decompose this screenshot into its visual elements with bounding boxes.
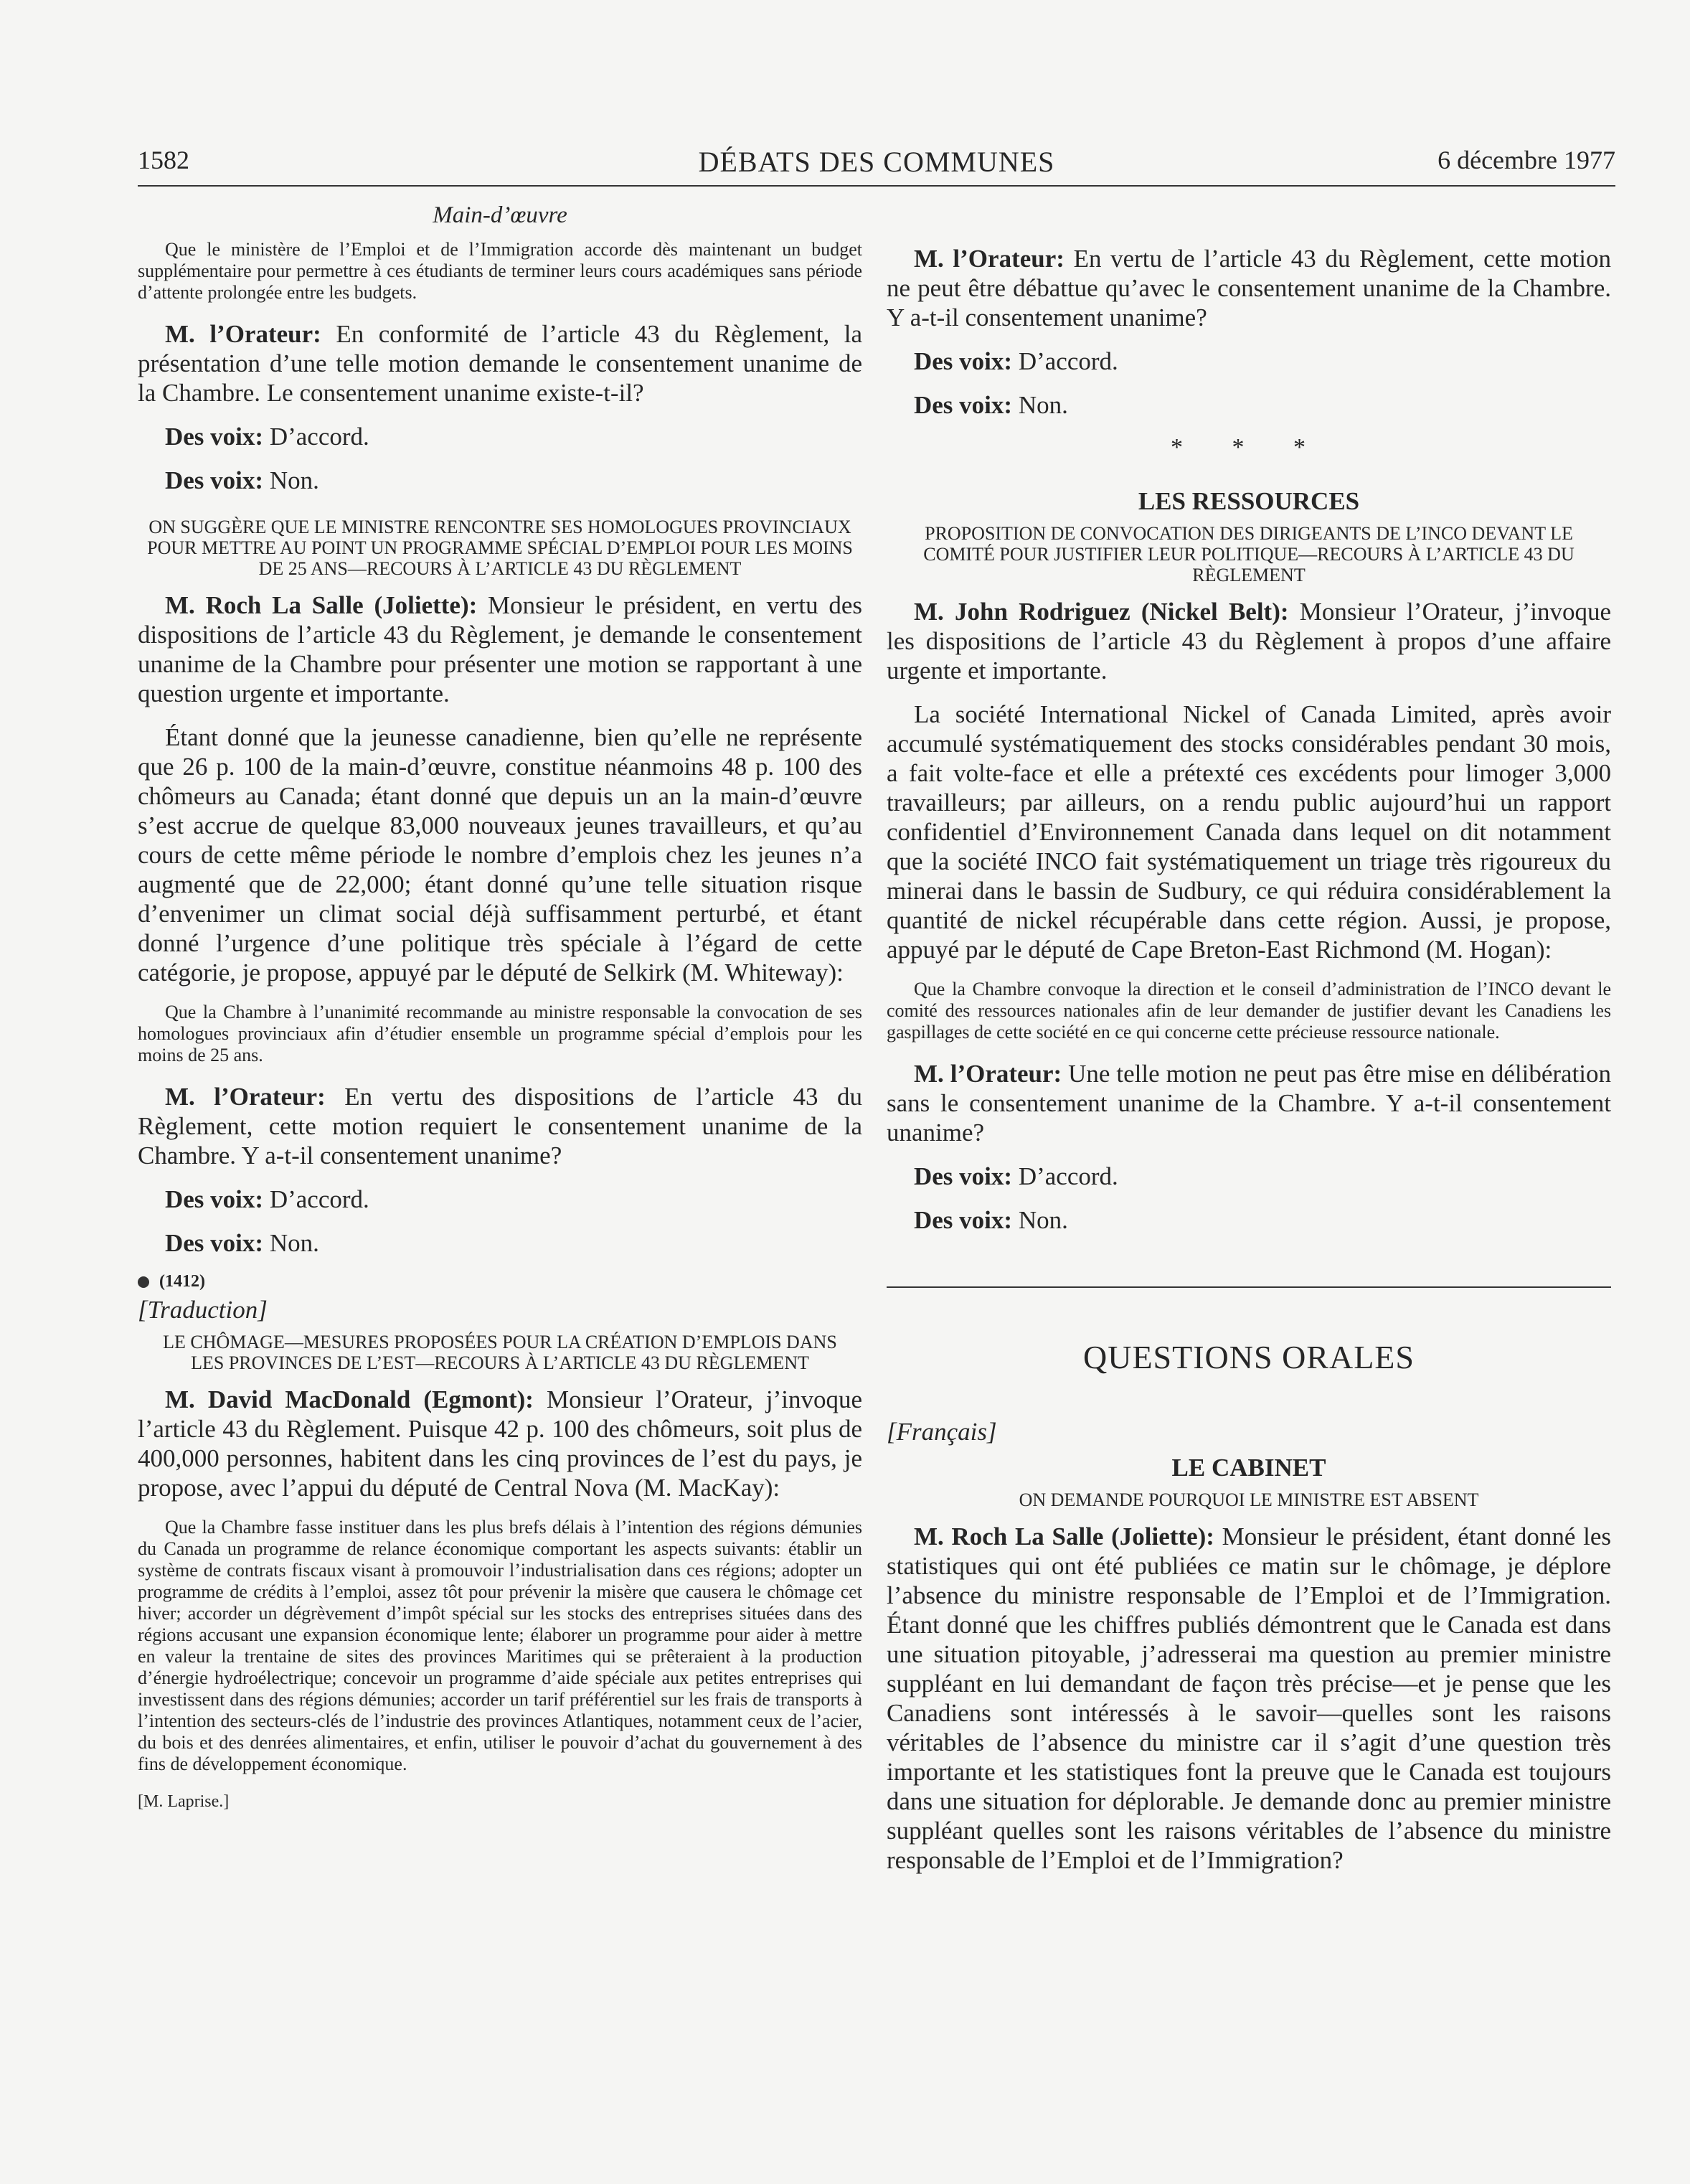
speaker-name: M. John Rodriguez (Nickel Belt): [914, 598, 1289, 626]
left-column [138, 202, 862, 1812]
speech-text: D’accord. [263, 423, 369, 451]
motion-quote: Que le ministère de l’Emploi et de l’Immigration accorde dès maintenant un budget supplémentaire pour permettre à ces étudiants de terminer leurs cours académiques sans période d’attente prolongée entre les budgets. [138, 239, 862, 303]
subject-heading: ON DEMANDE POURQUOI LE MINISTRE EST ABSENT [1019, 1489, 1479, 1510]
publication-title: DÉBATS DES COMMUNES [698, 146, 1055, 178]
paragraph [887, 597, 1611, 685]
speech-text: D’accord. [263, 1185, 369, 1213]
speaker-name: Des voix: [165, 466, 264, 494]
speaker-name: M. Roch La Salle (Joliette): [165, 591, 478, 619]
voice-line [914, 1162, 1611, 1191]
right-column [887, 202, 1611, 1889]
speaker-name: M. l’Orateur: [914, 245, 1064, 273]
speaker-name: Des voix: [914, 1206, 1013, 1234]
voice-line [914, 347, 1611, 376]
speaker-name: Des voix: [914, 1162, 1013, 1190]
speech-text: Monsieur le président, en vertu des dispositions de l’article 43 du Règlement, je demande le consentement unanime de la Chambre pour présenter une motion se rapportant à une question urgente et importante. [138, 591, 862, 707]
speech-text: Une telle motion ne peut pas être mise en délibération sans le consentement unanime de la Chambre. Y a-t-il consentement unanime? [887, 1060, 1611, 1147]
major-heading: QUESTIONS ORALES [1083, 1339, 1415, 1375]
paragraph [138, 590, 862, 708]
speech-text: En vertu des dispositions de l’article 43 du Règlement, cette motion requiert le consentement unanime de la Chambre. Y a-t-il consentement unanime? [138, 1083, 862, 1169]
paragraph [887, 1522, 1611, 1875]
page-number: 1582 [138, 146, 189, 174]
header-rule [138, 185, 1615, 187]
voice-line [914, 390, 1611, 420]
section-heading-italic: Main-d’œuvre [433, 202, 567, 228]
subject-heading: ON SUGGÈRE QUE LE MINISTRE RENCONTRE SES HOMOLOGUES PROVINCIAUX POUR METTRE AU POINT UN PROGRAMME SPÉCIAL D’EMPLOI POUR LES MOINS DE 25 ANS—RECOURS À L’ARTICLE 43 DU RÈGLEMENT [147, 517, 853, 579]
speech-text: Monsieur l’Orateur, j’invoque l’article 43 du Règlement. Puisque 42 p. 100 des chômeurs, soit plus de 400,000 personnes, habitent dans les cinq provinces de l’est du pays, je propose, avec l’appui du député de Central Nova (M. MacKay): [138, 1385, 862, 1502]
section-divider [887, 1286, 1611, 1288]
time-marker [138, 1272, 862, 1291]
voice-line [165, 466, 862, 495]
paragraph [887, 1059, 1611, 1147]
paragraph [138, 1082, 862, 1170]
paragraph: La société International Nickel of Canada Limited, après avoir accumulé systématiquement des stocks considérables pendant 30 mois, a fait volte-face et elle a prétexté ces excédents pour limoger 3,000 travailleurs; par ailleurs, on a rendu public aujourd’hui un rapport confidentiel d’Environnement Canada dans lequel on dit notamment que la société INCO fait systématiquement un triage très rigoureux du minerai dans le bassin de Sudbury, ce qui réduira considérablement la quantité de nickel récupérable dans cette région. Aussi, je propose, appuyé par le député de Cape Breton-East Richmond (M. Hogan): [887, 700, 1611, 964]
time-label: (1412) [159, 1272, 205, 1291]
speech-text: En conformité de l’article 43 du Règlement, la présentation d’une telle motion demande le consentement unanime de la Chambre. Le consentement unanime existe-t-il? [138, 320, 862, 407]
voice-line [165, 1228, 862, 1258]
speech-text: Non. [263, 466, 319, 494]
speech-text: Non. [1012, 391, 1068, 419]
publication-date: 6 décembre 1977 [1438, 146, 1615, 174]
voice-line [165, 1185, 862, 1214]
speech-text: Non. [1012, 1206, 1068, 1234]
voice-line [165, 422, 862, 451]
speaker-name: Des voix: [914, 347, 1013, 375]
paragraph: Étant donné que la jeunesse canadienne, bien qu’elle ne représente que 26 p. 100 de la main-d’œuvre, constitue néanmoins 48 p. 100 des chômeurs au Canada; étant donné que depuis un an la main-d’œuvre s’est accrue de quelque 83,000 nouveaux jeunes travailleurs, et qu’au cours de cette même période le nombre d’emplois chez les jeunes n’a augmenté que de 22,000; étant donné qu’une telle situation risque d’envenimer un climat social déjà suffisamment perturbé, et étant donné l’urgence d’une politique très spéciale à l’égard de cette catégorie, je propose, appuyé par le député de Selkirk (M. Whiteway): [138, 723, 862, 987]
speaker-name: M. l’Orateur: [165, 1083, 326, 1111]
section-title: LE CABINET [1171, 1454, 1326, 1482]
speech-text: D’accord. [1012, 347, 1118, 375]
speech-text: D’accord. [1012, 1162, 1118, 1190]
speaker-name: M. l’Orateur: [914, 1060, 1062, 1088]
speaker-name: Des voix: [165, 423, 264, 451]
speaker-name: Des voix: [165, 1229, 264, 1257]
language-tag: [Français] [887, 1418, 997, 1446]
speech-text: Non. [263, 1229, 319, 1257]
motion-quote: Que la Chambre fasse instituer dans les plus brefs délais à l’intention des régions démunies du Canada un programme de relance économique comportant les aspects suivants: établir un système de contrats fiscaux visant à promouvoir l’industrialisation dans ces régions; adopter un programme de crédits à l’emploi, assez tôt pour prévenir la misère que causera le chômage cet hiver; accorder un dégrèvement d’impôt spécial sur les stocks des entreprises situées dans des régions accusant une expansion économique lente; élaborer un programme pour aider à mettre en valeur la trentaine de sites des provinces Maritimes qui se prêteraient à la production d’énergie hydroélectrique; concevoir un programme d’aide spéciale aux petites entreprises qui investissent dans des régions démunies; accorder un tarif préférentiel sur les frais de transports à l’intention des secteurs-clés de l’industrie des provinces Atlantiques, notamment ceux de l’acier, du bois et des denrées alimentaires, et enfin, utiliser le pouvoir d’achat du gouvernement à des fins de développement économique. [138, 1517, 862, 1774]
subject-heading: PROPOSITION DE CONVOCATION DES DIRIGEANTS DE L’INCO DEVANT LE COMITÉ POUR JUSTIFIER LEUR POLITIQUE—RECOURS À L’ARTICLE 43 DU RÈGLEMENT [923, 523, 1575, 585]
signature: [M. Laprise.] [138, 1792, 230, 1811]
speaker-name: Des voix: [914, 391, 1013, 419]
language-tag: [Traduction] [138, 1296, 268, 1324]
paragraph [887, 244, 1611, 332]
voice-line [914, 1205, 1611, 1235]
speaker-name: Des voix: [165, 1185, 264, 1213]
motion-quote: Que la Chambre convoque la direction et le conseil d’administration de l’INCO devant le comité des ressources nationales afin de leur demander de justifier devant les Canadiens les gaspillages de cette société en ce qui concerne cette précieuse ressource nationale. [887, 979, 1611, 1042]
subject-heading: LE CHÔMAGE—MESURES PROPOSÉES POUR LA CRÉATION D’EMPLOIS DANS LES PROVINCES DE L’EST—RECOURS À L’ARTICLE 43 DU RÈGLEMENT [163, 1332, 837, 1373]
speech-text: En vertu de l’article 43 du Règlement, cette motion ne peut être débattue qu’avec le consentement unanime de la Chambre. Y a-t-il consentement unanime? [887, 245, 1611, 331]
speaker-name: M. David MacDonald (Egmont): [165, 1385, 534, 1413]
paragraph [138, 319, 862, 408]
speaker-name: M. l’Orateur: [165, 320, 321, 348]
paragraph [138, 1385, 862, 1502]
motion-quote: Que la Chambre à l’unanimité recommande au ministre responsable la convocation de ses homologues provinciaux afin d’étudier ensemble un programme spécial d’emplois pour les moins de 25 ans. [138, 1002, 862, 1065]
speech-text: Monsieur l’Orateur, j’invoque les dispositions de l’article 43 du Règlement à propos d’une affaire urgente et importante. [887, 598, 1611, 684]
bullet-dot-icon [138, 1276, 149, 1288]
section-separator: * * * [1171, 434, 1327, 461]
page-header [138, 145, 1615, 188]
speaker-name: M. Roch La Salle (Joliette): [914, 1522, 1214, 1550]
speech-text: Monsieur le président, étant donné les statistiques qui ont été publiées ce matin sur le chômage, je déplore l’absence du ministre responsable de l’Emploi et de l’Immigration. Étant donné que les chiffres publiés démontrent que le Canada est dans une situation pitoyable, j’adresserai ma question au premier ministre suppléant en lui demandant de façon très précise—et je pense que les Canadiens sont intéressés à le savoir—quelles sont les raisons véritables de l’absence du ministre car il s’agit d’une question très importante et les statistiques font la preuve que le Canada est toujours dans une situation for déplorable. Je demande donc au premier ministre suppléant quelles sont les raisons véritables de l’absence du ministre responsable de l’Emploi et de l’Immigration? [887, 1522, 1611, 1874]
section-title: LES RESSOURCES [1138, 487, 1360, 515]
